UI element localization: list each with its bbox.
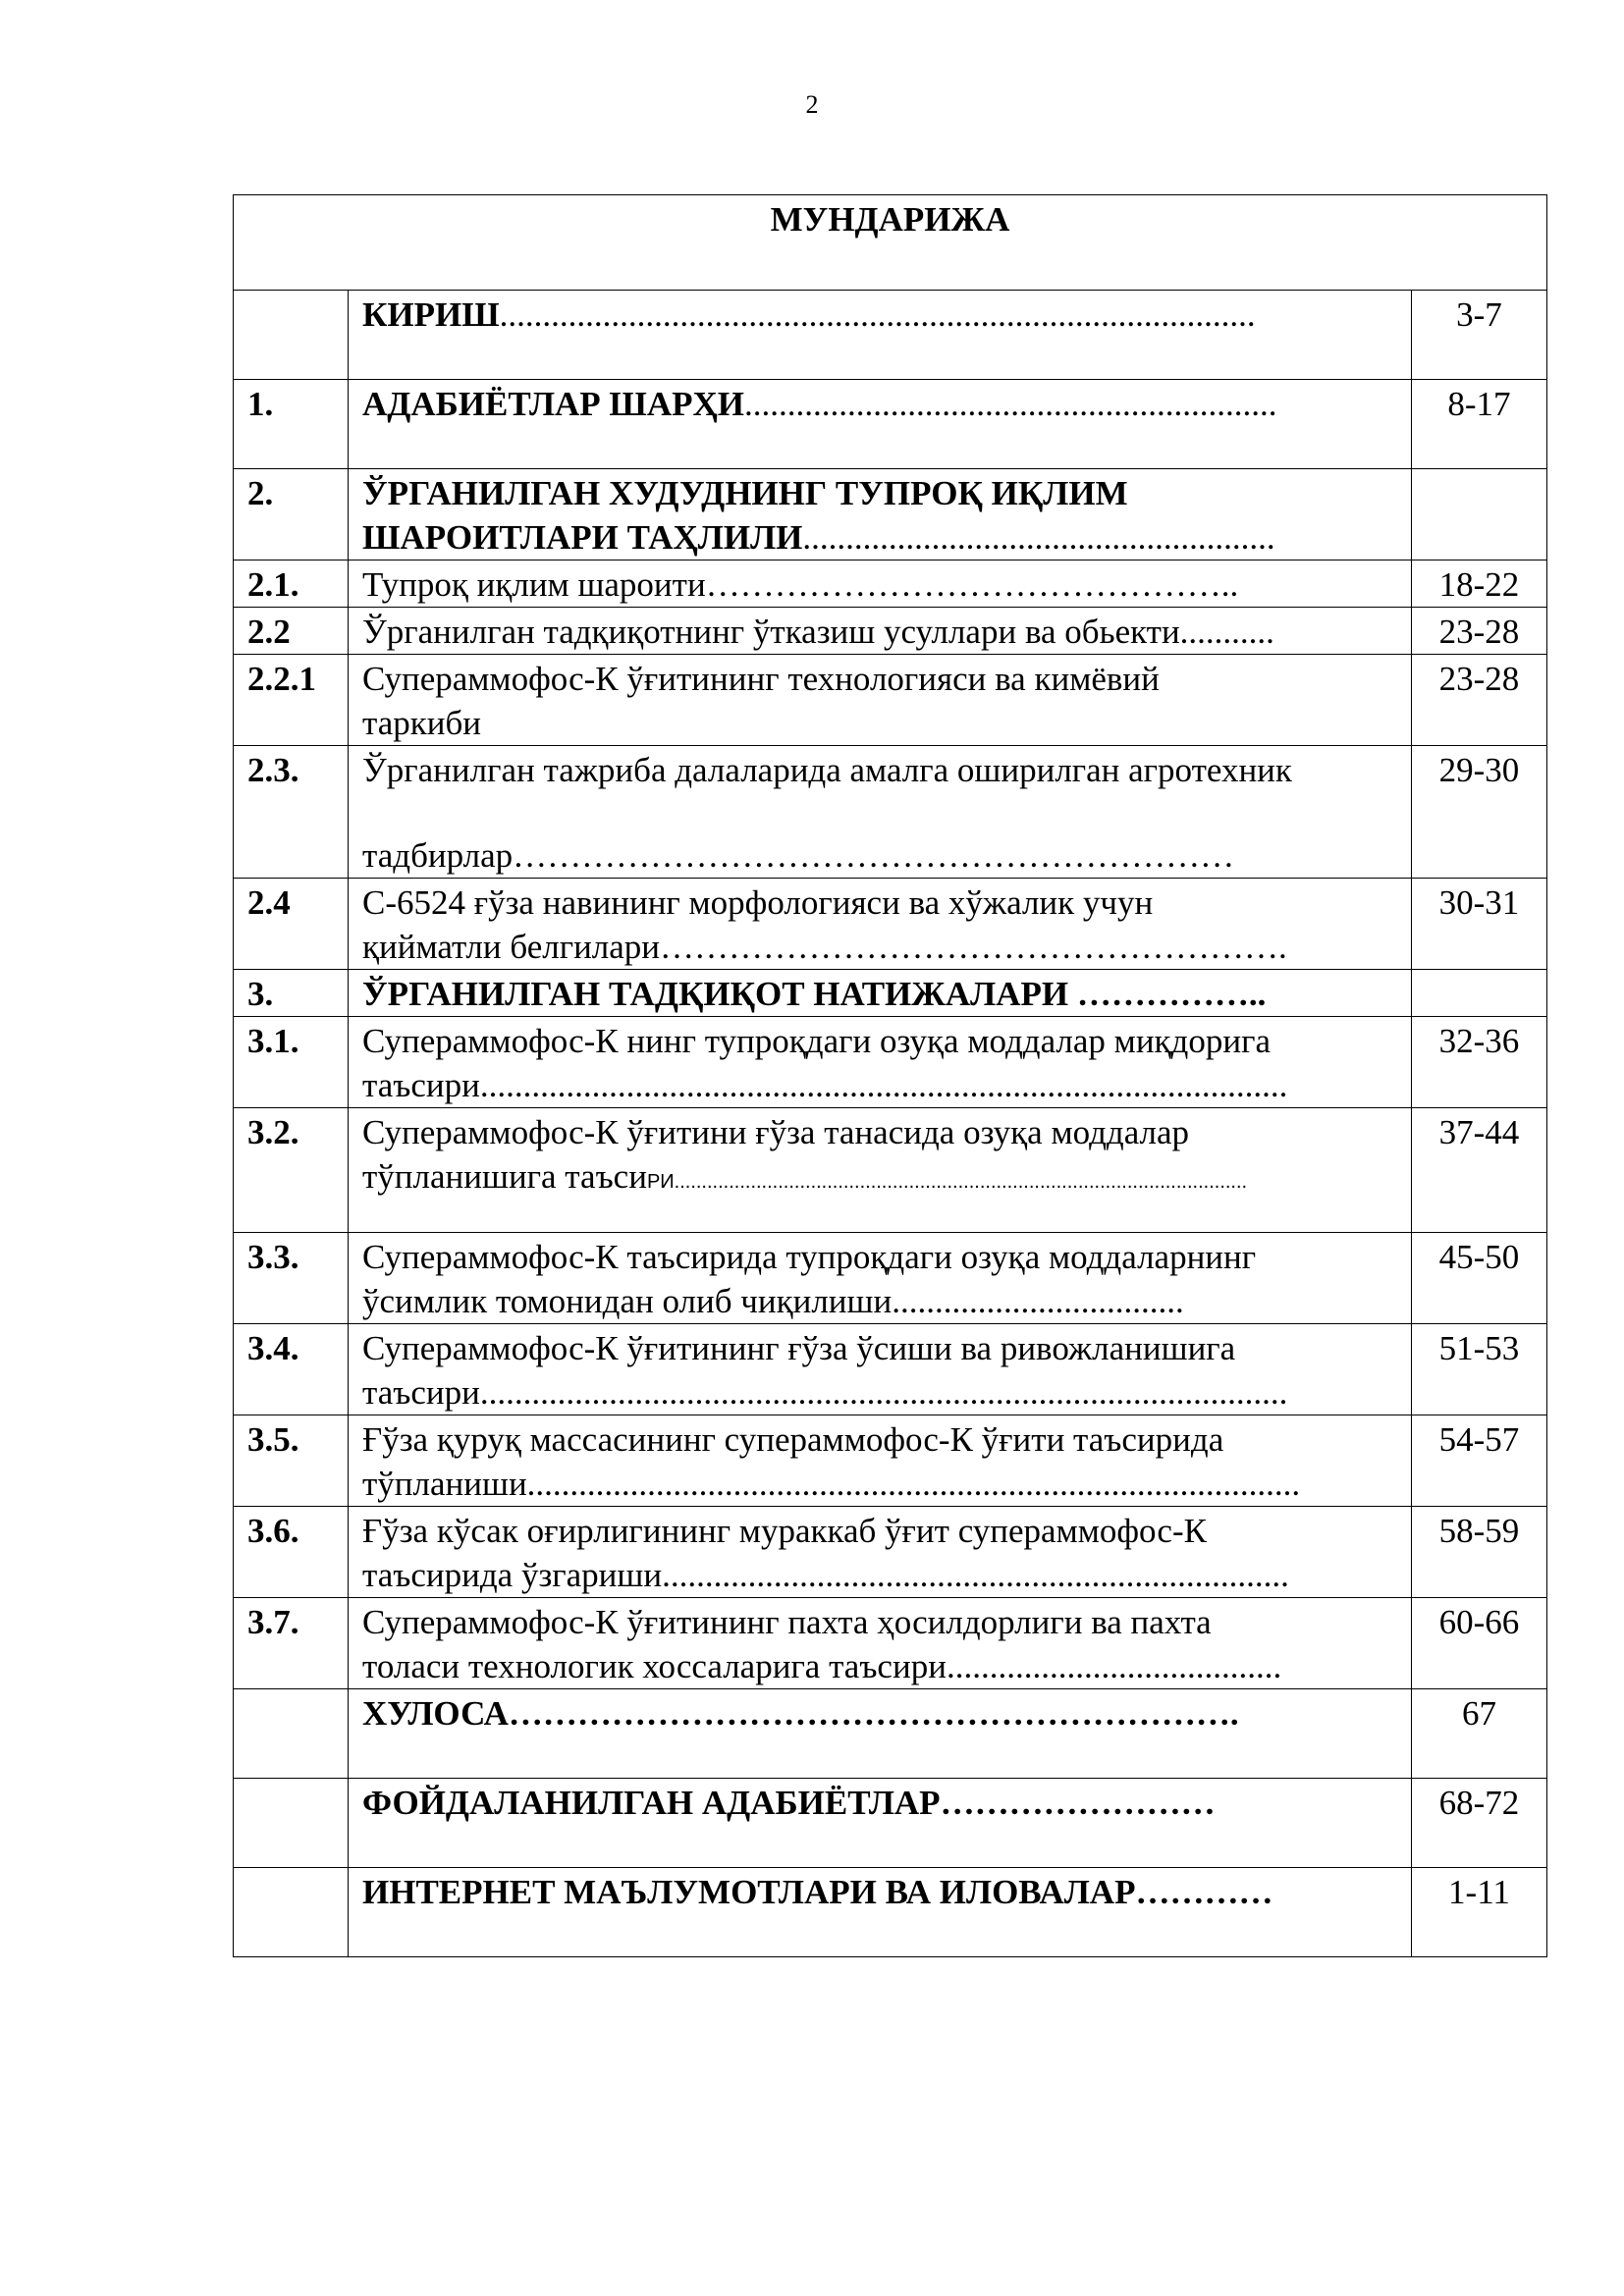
page-range [1411,970,1546,1017]
toc-row [234,746,1547,879]
section-title-line: Тупроқ иқлим шароити [362,565,706,604]
leader-dots: РИ......................................................................................................... [646,1171,1248,1193]
toc-row [234,561,1547,608]
section-title[interactable] [349,1507,1412,1598]
leader-dots: ……………………………………………………… [513,836,1235,875]
section-title[interactable] [349,879,1412,970]
leader-dots: …………….. [1076,975,1267,1013]
section-title[interactable] [349,1233,1412,1324]
section-title[interactable] [349,561,1412,608]
toc-row [234,970,1547,1017]
leader-dots: ………… [1135,1873,1273,1911]
page-range: 32-36 [1411,1017,1546,1108]
section-title-line: таъсирида ўзгариши [362,1556,663,1594]
leader-dots: …………………… [940,1784,1216,1822]
section-title[interactable] [349,970,1412,1017]
section-number: 3.3. [234,1233,349,1324]
page-range: 30-31 [1411,879,1546,970]
page-number: 2 [805,90,819,119]
page-range: 3-7 [1411,291,1546,380]
section-title[interactable] [349,746,1412,879]
section-number: 2. [234,469,349,561]
section-title-line: таъсири [362,1066,480,1104]
section-title[interactable] [349,469,1412,561]
section-title[interactable] [349,1689,1412,1779]
toc-title-row [234,195,1547,291]
leader-dots: .............................................................................................. [479,1066,1288,1104]
page-range: 60-66 [1411,1598,1546,1689]
leader-dots: .......................................................................................... [526,1465,1301,1503]
section-title-line: толаси технологик хоссаларига таъсири [362,1647,947,1685]
section-number: 2.3. [234,746,349,879]
toc-row [234,655,1547,746]
section-title[interactable] [349,1108,1412,1233]
page-range: 68-72 [1411,1779,1546,1868]
leader-dots: ………………………………………………………. [508,1694,1239,1733]
section-title[interactable] [349,1324,1412,1415]
leader-dots: ....................................................... [802,518,1275,557]
section-title-line: Ғўза қуруқ массасининг супераммофос-К ўғити таъсирида [362,1420,1224,1459]
section-title-line: ИНТЕРНЕТ МАЪЛУМОТЛАРИ ВА ИЛОВАЛАР [362,1873,1136,1911]
section-title-line: Супераммофос-К таъсирида тупроқдаги озуқа моддаларнинг [362,1238,1257,1276]
page-range [1411,469,1546,561]
section-title-line: Супераммофос-К ўғитини ғўза танасида озуқа моддалар [362,1113,1190,1151]
section-number [234,1779,349,1868]
section-title-line: тўпланишига таъси [362,1157,647,1196]
section-number: 2.4 [234,879,349,970]
section-number [234,1689,349,1779]
section-title-line: Супераммофос-К ўғитининг технологияси ва кимёвий [362,660,1160,698]
toc-row [234,1507,1547,1598]
section-title-line: Супераммофос-К нинг тупроқдаги озуқа моддалар миқдорига [362,1022,1271,1060]
section-title[interactable] [349,1598,1412,1689]
section-title-line: Супераммофос-К ўғитининг пахта ҳосилдорлиги ва пахта [362,1603,1212,1641]
toc-row [234,1017,1547,1108]
page-range: 8-17 [1411,380,1546,469]
table-of-contents [233,194,1547,1957]
section-number: 3. [234,970,349,1017]
section-title-line: ўсимлик томонидан олиб чиқилиши [362,1282,893,1320]
section-title-line: таъсири [362,1373,480,1412]
section-title-line: ЎРГАНИЛГАН ТАДҚИҚОТ НАТИЖАЛАРИ [362,975,1077,1013]
leader-dots: .............................................................................................. [479,1373,1288,1412]
leader-dots: .................................. [892,1282,1184,1320]
page-range: 58-59 [1411,1507,1546,1598]
section-number [234,1868,349,1957]
section-title-line: таркиби [362,704,482,742]
toc-row [234,1598,1547,1689]
leader-dots: ........... [1179,613,1274,651]
toc-row [234,1415,1547,1507]
section-title[interactable] [349,608,1412,655]
section-number: 2.1. [234,561,349,608]
section-title[interactable] [349,291,1412,380]
section-title-line: ЎРГАНИЛГАН ХУДУДНИНГ ТУПРОҚ ИҚЛИМ [362,474,1128,512]
section-title[interactable] [349,380,1412,469]
toc-row [234,1868,1547,1957]
section-number [234,291,349,380]
section-title[interactable] [349,1868,1412,1957]
toc-row [234,469,1547,561]
section-title-line: ШАРОИТЛАРИ ТАҲЛИЛИ [362,518,803,557]
toc-row [234,380,1547,469]
toc-row [234,1108,1547,1233]
page-range: 37-44 [1411,1108,1546,1233]
toc-row [234,291,1547,380]
leader-dots: ……………………………………….. [705,565,1239,604]
section-title-line: Супераммофос-К ўғитининг ғўза ўсиши ва ривожланишига [362,1329,1236,1367]
page-range: 54-57 [1411,1415,1546,1507]
section-title-line: АДАБИЁТЛАР ШАРҲИ [362,385,745,423]
section-number: 3.1. [234,1017,349,1108]
section-title-line: Ўрганилган тажриба далаларида амалга оширилган агротехник [362,751,1292,789]
section-title-line: КИРИШ [362,295,500,334]
section-number: 3.2. [234,1108,349,1233]
section-title-line: тадбирлар [362,836,514,875]
section-title[interactable] [349,1017,1412,1108]
leader-dots: ........................................................................................ [499,295,1256,334]
section-number: 1. [234,380,349,469]
section-title-line: ФОЙДАЛАНИЛГАН АДАБИЁТЛАР [362,1784,941,1822]
page-range: 29-30 [1411,746,1546,879]
toc-row [234,608,1547,655]
toc-row [234,1779,1547,1868]
section-title[interactable] [349,1415,1412,1507]
leader-dots: .............................................................. [744,385,1277,423]
toc-row [234,1233,1547,1324]
section-title[interactable] [349,655,1412,746]
toc-title-text: МУНДАРИЖА [770,200,1010,239]
page-range: 23-28 [1411,608,1546,655]
page-range: 51-53 [1411,1324,1546,1415]
leader-dots: ......................................................................... [662,1556,1289,1594]
page-range: 18-22 [1411,561,1546,608]
section-number: 2.2.1 [234,655,349,746]
page-range: 23-28 [1411,655,1546,746]
toc-row [234,1689,1547,1779]
page-range: 1-11 [1411,1868,1546,1957]
page-range: 67 [1411,1689,1546,1779]
section-title[interactable] [349,1779,1412,1868]
section-number: 3.5. [234,1415,349,1507]
section-title-line: С-6524 ғўза навининг морфологияси ва хўжалик учун [362,883,1154,922]
section-title-line: Ғўза кўсак оғирлигининг мураккаб ўғит супераммофос-К [362,1512,1207,1550]
toc-row [234,1324,1547,1415]
leader-dots: ………………………………………………. [660,928,1287,966]
section-number: 2.2 [234,608,349,655]
section-title-line: қийматли белгилари [362,928,661,966]
toc-title [234,195,1547,291]
section-number: 3.7. [234,1598,349,1689]
section-number: 3.4. [234,1324,349,1415]
toc-row [234,879,1547,970]
section-number: 3.6. [234,1507,349,1598]
section-title-line: тўпланиши [362,1465,527,1503]
section-title-line: Ўрганилган тадқиқотнинг ўтказиш усуллари ва обьекти [362,613,1180,651]
leader-dots: ....................................... [946,1647,1282,1685]
page-range: 45-50 [1411,1233,1546,1324]
section-title-line: ХУЛОСА [362,1694,509,1733]
